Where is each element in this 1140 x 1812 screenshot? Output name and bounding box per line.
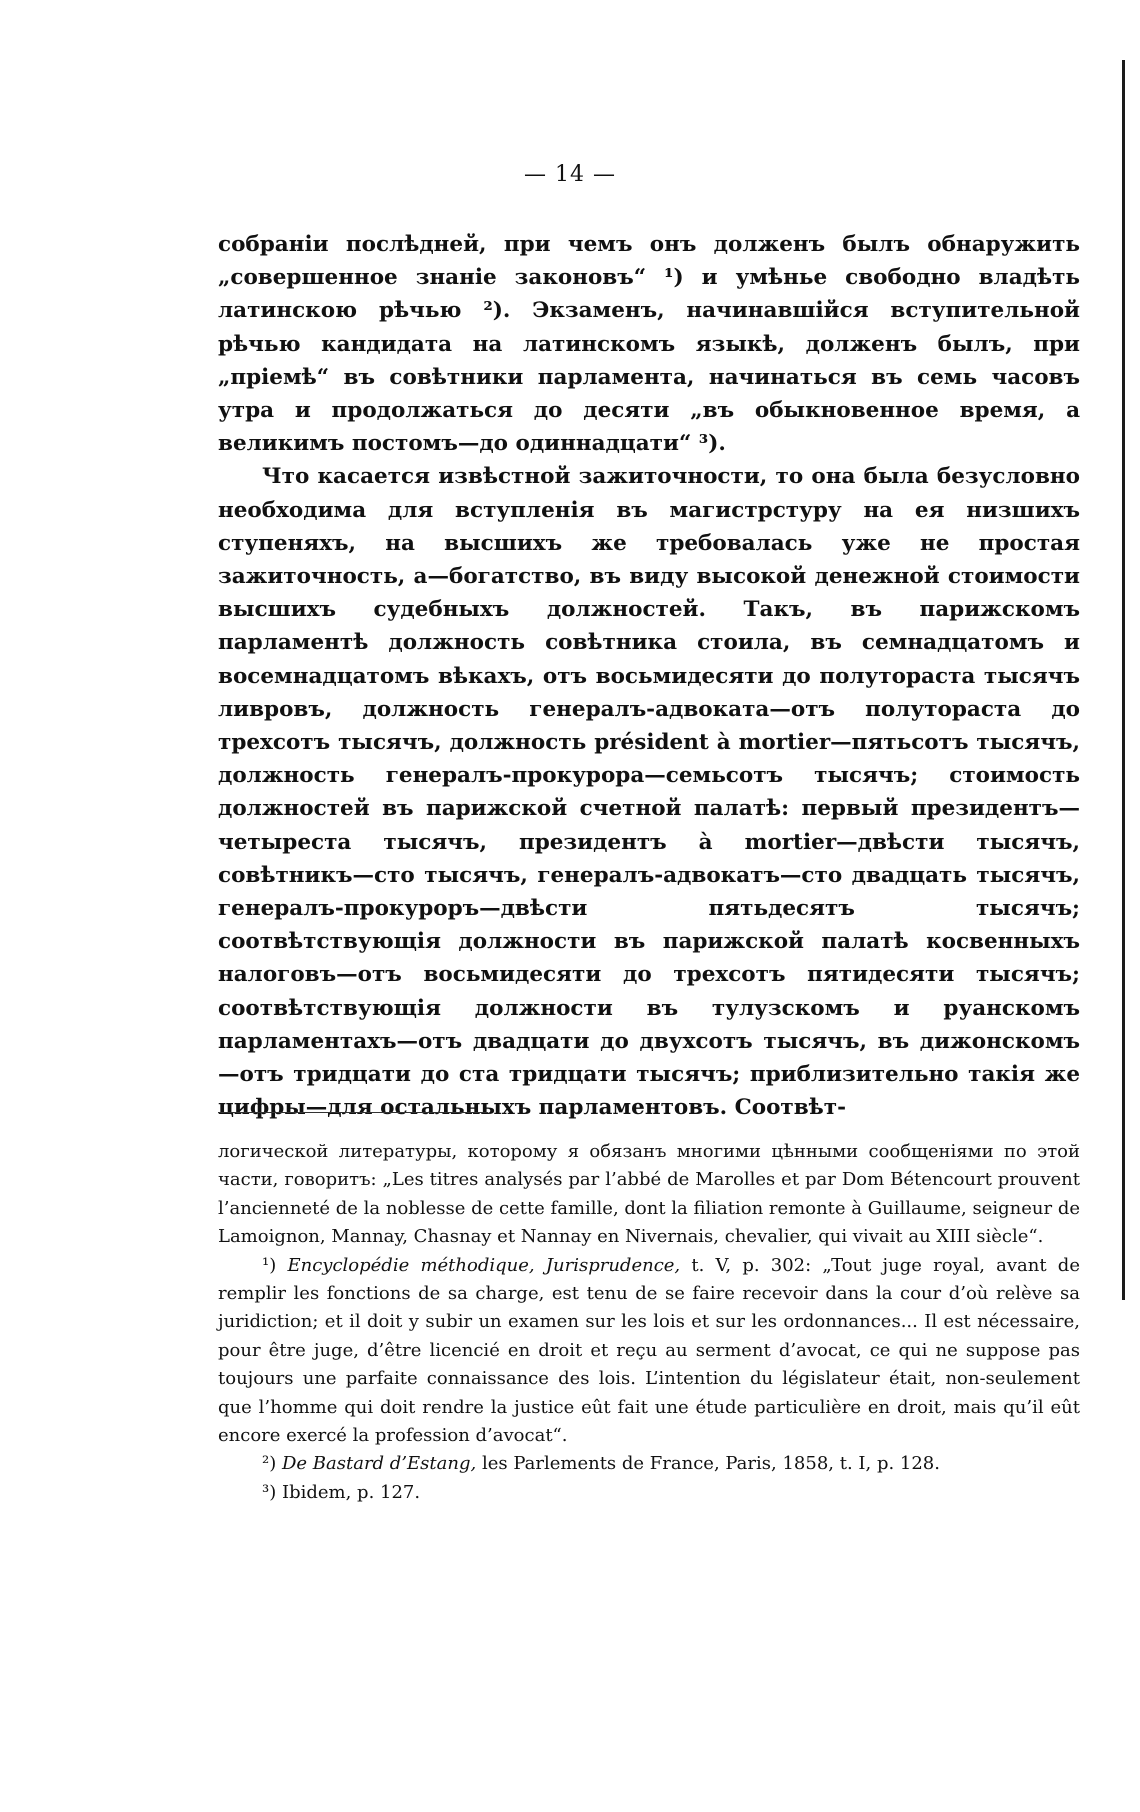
footnote-2-source: De Bastard d’Estang, xyxy=(281,1453,477,1475)
footnote-2 xyxy=(218,1450,1080,1478)
footnote-continuation: логической литературы, которому я обязанъ многими цѣнными сообщенiями по этой части, говоритъ: „Les titres analysés par l’abbé de Marolles et par Dom Bétencourt prouvent l’ancienneté de la noblesse de cette famille, dont la filiation remonte à Guillaume, seigneur de Lamoignon, Mannay, Chasnay et Nannay en Nivernais, chevalier, qui vivait au XIII siècle“. xyxy=(218,1141,1080,1248)
footnotes xyxy=(218,1138,1080,1507)
page-number: — 14 — xyxy=(524,162,616,187)
footnote-1 xyxy=(218,1252,1080,1451)
page-edge-line xyxy=(1122,60,1125,1300)
footnote-3 xyxy=(218,1479,1080,1507)
paragraph-2: Что касается извѣстной зажиточности, то она была безусловно необходима для вступленiя въ магистрстуру на ея низшихъ ступеняхъ, на высшихъ же требовалась уже не простая зажиточность, а—богатство, въ виду высокой денежной стоимости высшихъ судебныхъ должностей. Такъ, въ парижскомъ парламентѣ должность совѣтника стоила, въ семнадцатомъ и восемнадцатомъ вѣкахъ, отъ восьмидесяти до полутораста тысячъ ливровъ, должность генералъ-адвоката—отъ полутораста до трехсотъ тысячъ, должность président à mortier—пятьсотъ тысячъ, должность генералъ-прокурора—семьсотъ тысячъ; стоимость должностей въ парижской счетной палатѣ: первый президентъ—четыреста тысячъ, президентъ à mortier—двѣсти тысячъ, совѣтникъ—сто тысячъ, генералъ-адвокатъ—сто двадцать тысячъ, генералъ-прокуроръ—двѣсти пятьдесятъ тысячъ; соотвѣтствующiя должности въ парижской палатѣ косвенныхъ налоговъ—отъ восьмидесяти до трехсотъ пятидесяти тысячъ; соотвѣтствующiя должности въ тулузскомъ и руанскомъ парламентахъ—отъ двадцати до двухсотъ тысячъ, въ дижонскомъ—отъ тридцати до ста тридцати тысячъ; приблизительно такiя же цифры—для остальныхъ парламентовъ. Соотвѣт- xyxy=(218,464,1080,1121)
footnote-separator xyxy=(218,1112,488,1113)
footnote-1-source: Encyclopédie méthodique, Jurisprudence, xyxy=(287,1254,681,1276)
footnote-1-marker: ¹) xyxy=(262,1254,277,1276)
footnote-3-marker: ³) xyxy=(262,1481,277,1503)
footnote-1-text: t. V, p. 302: „Tout juge royal, avant de remplir les fonctions de sa charge, est tenu de se faire recevoir dans la cour d’où relève sa juridiction; et il doit y subir un examen sur les lois et sur les ordonnances... Il est nécessaire, pour être juge, d’être licencié en droit et reçu au serment d’avocat, ce qui ne suppose pas toujours une parfaite connaissance des lois. L’intention du législateur était, non-seulement que l’homme qui doit rendre la justice eût fait une étude particulière en droit, mais qu’il eût encore exercé la profession d’avocat“. xyxy=(218,1254,1080,1447)
main-text xyxy=(218,228,1080,1124)
footnote-2-text: les Parlements de France, Paris, 1858, t. I, p. 128. xyxy=(481,1453,940,1475)
footnote-3-text: Ibidem, p. 127. xyxy=(281,1481,421,1503)
footnote-2-marker: ²) xyxy=(262,1453,277,1475)
paragraph-1: собранiи послѣдней, при чемъ онъ долженъ былъ обнаружить „совершенное знанiе законовъ“ ¹) и умѣнье свободно владѣть латинскою рѣчью ²). Экзаменъ, начинавшiйся вступительной рѣчью кандидата на латинскомъ языкѣ, долженъ былъ, при „прiемѣ“ въ совѣтники парламента, начинаться въ семь часовъ утра и продолжаться до десяти „въ обыкновенное время, а великимъ постомъ—до одиннадцати“ ³). xyxy=(218,232,1080,457)
